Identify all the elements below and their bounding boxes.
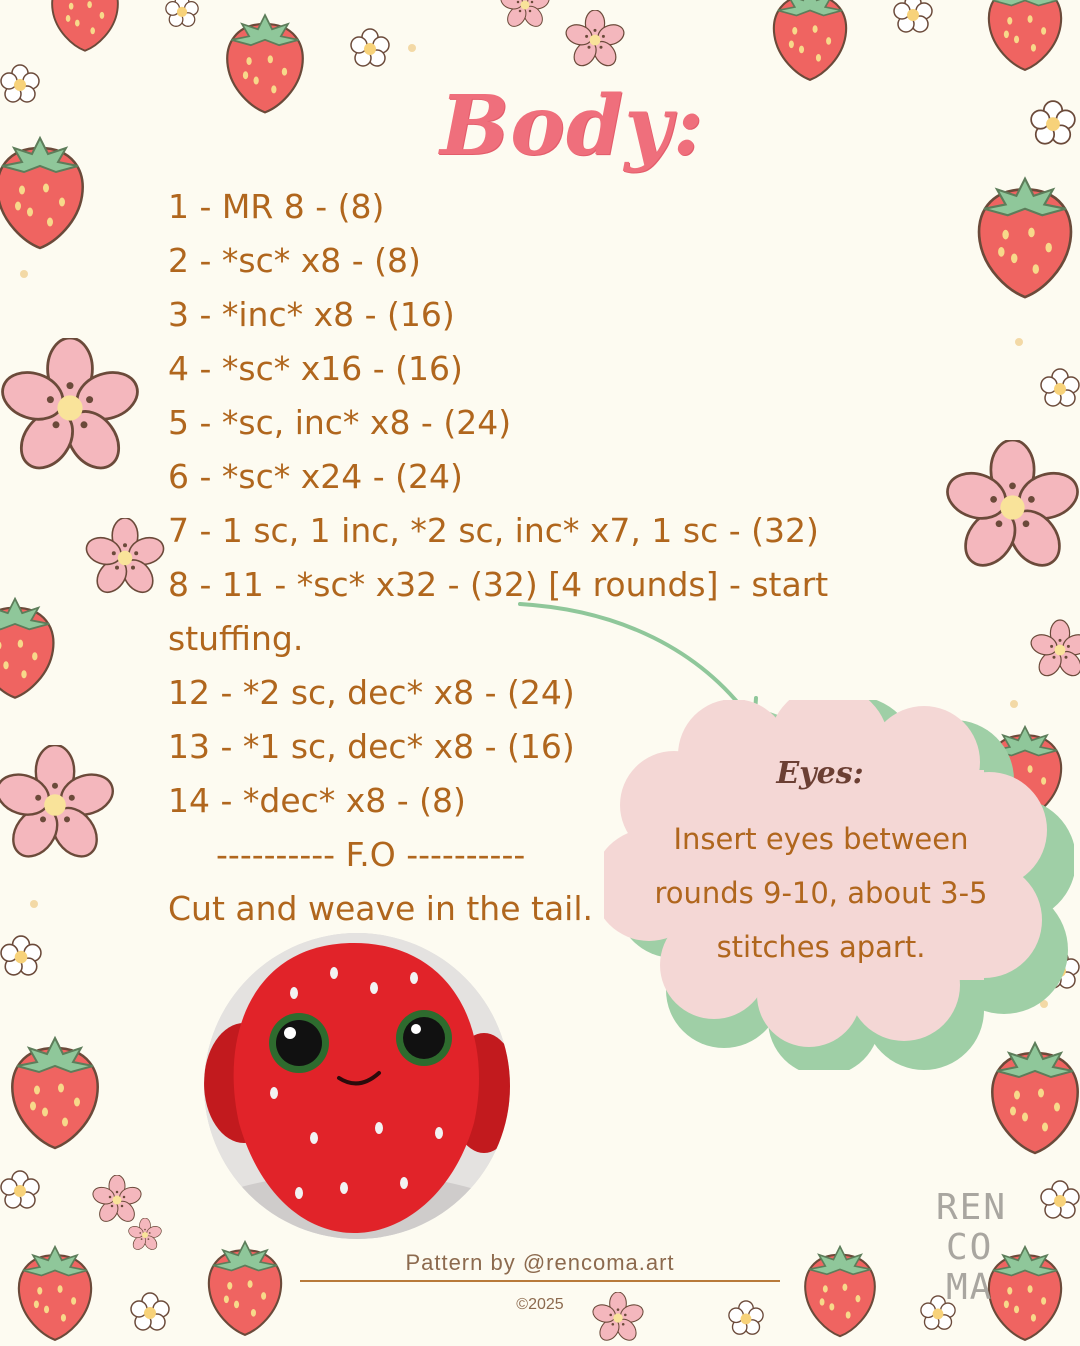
white-flower-icon (1040, 1180, 1080, 1220)
strawberry-icon (40, 0, 130, 60)
strawberry-icon (760, 0, 860, 90)
decor-dot (20, 270, 28, 278)
cherry-blossom-icon (0, 338, 140, 478)
logo-line: REN (936, 1187, 1008, 1228)
copyright: ©2025 (516, 1296, 564, 1313)
eyes-instructions: Insert eyes between rounds 9-10, about 3-5 stitches apart. (654, 822, 988, 964)
strawberry-icon (0, 1240, 110, 1346)
round-line: 4 - *sc* x16 - (16) (168, 349, 463, 388)
fasten-off-line: ---------- F.O ---------- (216, 835, 526, 874)
round-line: 1 - MR 8 - (8) (168, 187, 385, 226)
white-flower-icon (0, 935, 42, 977)
white-flower-icon (165, 0, 199, 28)
strawberry-icon (970, 0, 1080, 80)
finish-note: Cut and weave in the tail. (168, 889, 594, 928)
round-line: 2 - *sc* x8 - (8) (168, 241, 421, 280)
strawberry-icon (0, 1030, 110, 1160)
strawberry-icon (970, 170, 1080, 310)
cherry-blossom-icon (565, 10, 625, 70)
decor-dot (30, 900, 38, 908)
page-title: Body: (440, 78, 705, 174)
rencoma-logo (936, 1188, 1016, 1318)
white-flower-icon (1040, 368, 1080, 408)
strawberry-icon (795, 1240, 885, 1346)
strawberry-icon (220, 8, 310, 123)
strawberry-icon (200, 1235, 290, 1345)
round-line: 3 - *inc* x8 - (16) (168, 295, 455, 334)
strawberry-icon (0, 130, 90, 260)
white-flower-icon (130, 1292, 170, 1332)
white-flower-icon (0, 1170, 40, 1210)
round-line: 14 - *dec* x8 - (8) (168, 781, 466, 820)
eyes-title: Eyes: (776, 756, 864, 791)
cherry-blossom-icon (1030, 610, 1080, 690)
logo-line: CO (946, 1227, 994, 1268)
round-line: 12 - *2 sc, dec* x8 - (24) (168, 673, 575, 712)
round-line: 5 - *sc, inc* x8 - (24) (168, 403, 512, 442)
pattern-credit: Pattern by @rencoma.art (405, 1250, 675, 1275)
decor-dot (1015, 338, 1023, 346)
round-line: 8 - 11 - *sc* x32 - (32) [4 rounds] - start stuffing. (168, 565, 829, 658)
logo-line: MA (946, 1267, 994, 1308)
cherry-blossom-icon (85, 518, 165, 598)
divider (300, 1280, 780, 1282)
cherry-blossom-icon (490, 0, 560, 30)
white-flower-icon (1030, 100, 1076, 146)
white-flower-icon (893, 0, 933, 34)
cherry-blossom-icon (945, 440, 1080, 575)
white-flower-icon (0, 64, 40, 104)
round-line: 7 - 1 sc, 1 inc, *2 sc, inc* x7, 1 sc - (32) (168, 511, 819, 550)
round-line: 6 - *sc* x24 - (24) (168, 457, 463, 496)
cherry-blossom-icon (0, 745, 115, 865)
finished-strawberry-photo (204, 933, 510, 1239)
decor-dot (408, 44, 416, 52)
white-flower-icon (350, 28, 390, 68)
cherry-blossom-icon (128, 1218, 162, 1252)
round-line: 13 - *1 sc, dec* x8 - (16) (168, 727, 575, 766)
strawberry-icon (0, 590, 60, 710)
